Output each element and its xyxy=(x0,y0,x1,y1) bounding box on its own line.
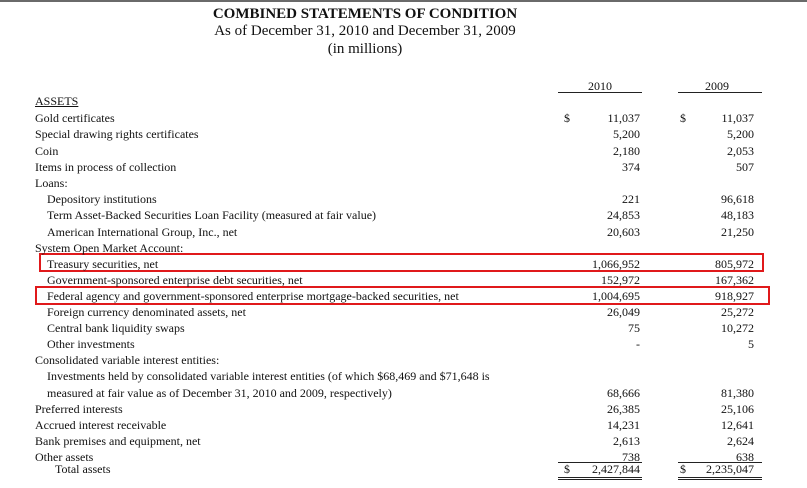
row-label-coin: Coin xyxy=(35,144,59,158)
row-value-2010-other-investments: - xyxy=(636,337,640,351)
top-border xyxy=(0,0,807,2)
row-value-2010-liquidity-swaps: 75 xyxy=(628,321,640,335)
row-label-sdr-certificates: Special drawing rights certificates xyxy=(35,127,199,141)
row-label-bank-premises: Bank premises and equipment, net xyxy=(35,434,201,448)
subtotal-rule-2009 xyxy=(678,462,762,463)
row-value-2009-other-assets: 638 xyxy=(736,450,754,464)
row-value-2010-mbs: 1,004,695 xyxy=(592,289,640,303)
row-value-2010-total-assets: 2,427,844 xyxy=(592,462,640,476)
row-value-2009-liquidity-swaps: 10,272 xyxy=(721,321,754,335)
row-label-items-in-process: Items in process of collection xyxy=(35,160,177,174)
row-label-preferred-interests: Preferred interests xyxy=(35,402,123,416)
column-header-2009: 2009 xyxy=(705,79,729,93)
row-value-2010-treasury-securities: 1,066,952 xyxy=(592,257,640,271)
dollar-sign-2009: $ xyxy=(680,111,686,125)
row-value-2009-foreign-currency: 25,272 xyxy=(721,305,754,319)
row-value-2009-gold-certificates: 11,037 xyxy=(721,111,754,125)
row-label-liquidity-swaps: Central bank liquidity swaps xyxy=(47,321,185,335)
row-value-2010-bank-premises: 2,613 xyxy=(613,434,640,448)
dollar-sign-2010: $ xyxy=(564,462,570,476)
row-value-2009-talf: 48,183 xyxy=(721,208,754,222)
row-value-2010-coin: 2,180 xyxy=(613,144,640,158)
row-value-2009-items-in-process: 507 xyxy=(736,160,754,174)
row-value-2009-cvie-investments-line2: 81,380 xyxy=(721,386,754,400)
dollar-sign-2010: $ xyxy=(564,111,570,125)
row-label-cvie-investments-line2: measured at fair value as of December 31, 2010 and 2009, respectively) xyxy=(47,386,392,400)
row-label-depository-institutions: Depository institutions xyxy=(47,192,157,206)
row-value-2009-depository-institutions: 96,618 xyxy=(721,192,754,206)
row-value-2009-accrued-interest: 12,641 xyxy=(721,418,754,432)
row-label-other-investments: Other investments xyxy=(47,337,135,351)
row-label-soma: System Open Market Account: xyxy=(35,241,184,255)
row-value-2010-cvie-investments-line2: 68,666 xyxy=(607,386,640,400)
row-value-2010-items-in-process: 374 xyxy=(622,160,640,174)
row-value-2010-other-assets: 738 xyxy=(622,450,640,464)
row-label-gold-certificates: Gold certificates xyxy=(35,111,115,125)
row-value-2009-bank-premises: 2,624 xyxy=(727,434,754,448)
column-rule-2010 xyxy=(558,92,642,93)
row-label-cvie: Consolidated variable interest entities: xyxy=(35,353,220,367)
row-value-2009-sdr-certificates: 5,200 xyxy=(727,127,754,141)
row-label-mbs: Federal agency and government-sponsored enterprise mortgage-backed securities, net xyxy=(47,289,459,303)
row-value-2009-mbs: 918,927 xyxy=(715,289,754,303)
row-label-gse-debt: Government-sponsored enterprise debt securities, net xyxy=(47,273,303,287)
statement-subtitle: As of December 31, 2010 and December 31, 2009 xyxy=(214,23,516,39)
row-value-2010-foreign-currency: 26,049 xyxy=(607,305,640,319)
row-label-treasury-securities: Treasury securities, net xyxy=(47,257,159,271)
row-value-2010-aig: 20,603 xyxy=(607,225,640,239)
row-value-2010-gse-debt: 152,972 xyxy=(601,273,640,287)
row-value-2010-talf: 24,853 xyxy=(607,208,640,222)
row-value-2009-aig: 21,250 xyxy=(721,225,754,239)
row-value-2010-preferred-interests: 26,385 xyxy=(607,402,640,416)
row-label-loans: Loans: xyxy=(35,176,68,190)
column-rule-2009 xyxy=(678,92,762,93)
row-label-other-assets: Other assets xyxy=(35,450,94,464)
row-value-2009-other-investments: 5 xyxy=(748,337,754,351)
row-value-2009-gse-debt: 167,362 xyxy=(715,273,754,287)
row-value-2010-accrued-interest: 14,231 xyxy=(607,418,640,432)
total-double-rule-2010 xyxy=(558,477,642,480)
row-value-2010-gold-certificates: 11,037 xyxy=(607,111,640,125)
row-value-2009-preferred-interests: 25,106 xyxy=(721,402,754,416)
statement-units: (in millions) xyxy=(327,41,403,57)
assets-heading: ASSETS xyxy=(35,94,79,108)
row-label-total-assets: Total assets xyxy=(55,462,111,476)
row-label-foreign-currency: Foreign currency denominated assets, net xyxy=(47,305,246,319)
row-label-accrued-interest: Accrued interest receivable xyxy=(35,418,167,432)
row-label-cvie-investments-line1: Investments held by consolidated variable interest entities (of which $68,469 and $71,648 is xyxy=(47,369,490,383)
row-value-2009-treasury-securities: 805,972 xyxy=(715,257,754,271)
row-value-2010-depository-institutions: 221 xyxy=(622,192,640,206)
row-value-2010-sdr-certificates: 5,200 xyxy=(613,127,640,141)
row-label-aig: American International Group, Inc., net xyxy=(47,225,238,239)
row-label-talf: Term Asset-Backed Securities Loan Facility (measured at fair value) xyxy=(47,208,377,222)
total-double-rule-2009 xyxy=(678,477,762,480)
row-value-2009-coin: 2,053 xyxy=(727,144,754,158)
row-value-2009-total-assets: 2,235,047 xyxy=(706,462,754,476)
dollar-sign-2009: $ xyxy=(680,462,686,476)
statement-title: COMBINED STATEMENTS OF CONDITION xyxy=(212,6,518,22)
subtotal-rule-2010 xyxy=(558,462,642,463)
column-header-2010: 2010 xyxy=(588,79,612,93)
